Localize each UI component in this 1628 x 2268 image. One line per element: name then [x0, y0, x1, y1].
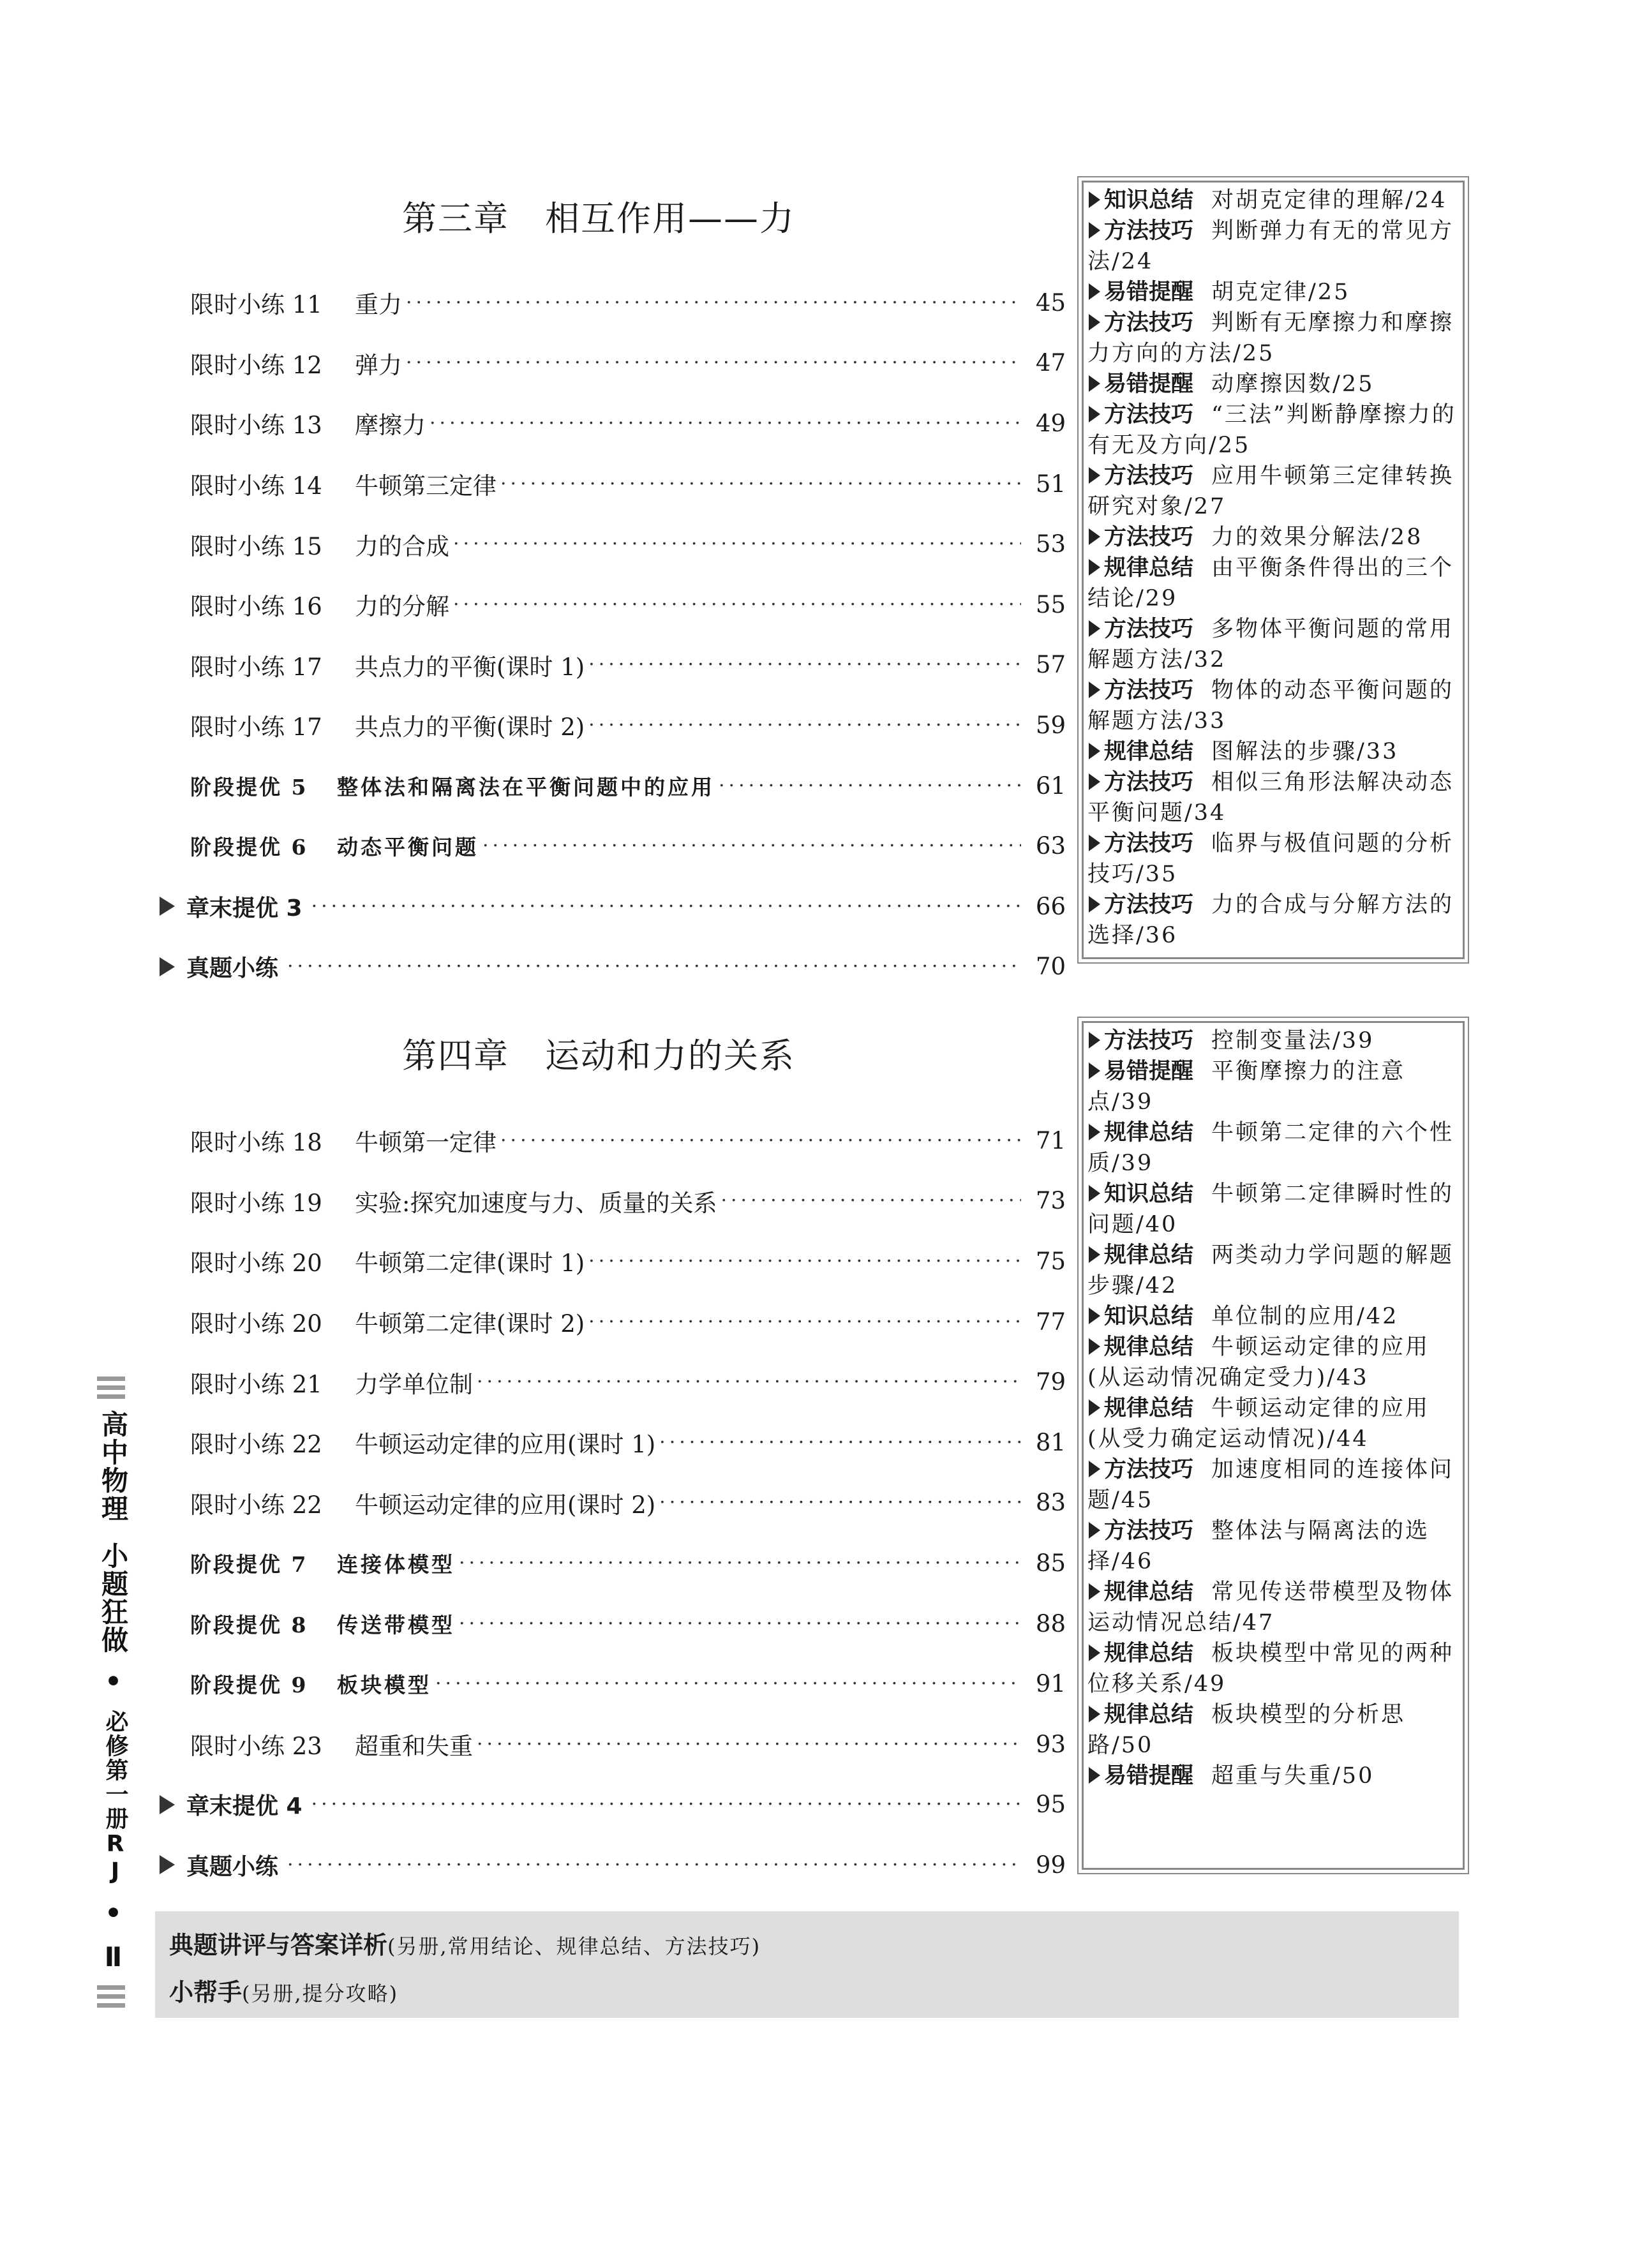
tip-entry[interactable]	[1087, 1761, 1459, 1791]
dot-leader	[719, 775, 1021, 797]
toc-entry-label: 章末提优 4	[186, 1793, 302, 1820]
toc-entry-page: 66	[1035, 892, 1066, 920]
tip-text: 多物体平衡问题的常用解题方法/32	[1087, 616, 1454, 673]
dot-leader	[500, 1130, 1021, 1152]
tip-entry[interactable]	[1087, 185, 1459, 216]
spine-bar	[97, 1385, 125, 1390]
dot-leader	[435, 1673, 1021, 1695]
toc-entry-label: 限时小练 22	[190, 1491, 322, 1519]
tip-text: 由平衡条件得出的三个结论/29	[1087, 555, 1454, 611]
tip-text: 动摩擦因数/25	[1211, 371, 1375, 397]
toc-entry-page: 45	[1035, 288, 1066, 317]
tip-text: 整体法与隔离法的选择/46	[1087, 1518, 1430, 1574]
tip-entry[interactable]	[1087, 1638, 1459, 1699]
toc-entry[interactable]	[153, 1835, 1066, 1895]
toc-entry-label: 限时小练 15	[190, 532, 322, 560]
tip-tag: 方法技巧	[1087, 218, 1193, 244]
toc-entry-label: 真题小练	[186, 955, 279, 982]
supplement-answer-line	[169, 1925, 761, 1960]
toc-entry[interactable]	[153, 937, 1066, 997]
tip-entry[interactable]	[1087, 1393, 1459, 1454]
toc-entry[interactable]	[153, 1110, 1066, 1171]
toc-entry[interactable]	[153, 876, 1066, 937]
toc-entry[interactable]	[153, 1171, 1066, 1232]
dot-leader	[311, 1793, 1021, 1816]
tip-entry[interactable]	[1087, 675, 1459, 736]
tip-tag: 方法技巧	[1087, 1518, 1193, 1544]
tip-text: 临界与极值问题的分析技巧/35	[1087, 831, 1454, 887]
tip-tag: 易错提醒	[1087, 1763, 1193, 1789]
tip-text: 图解法的步骤/33	[1211, 739, 1399, 765]
tip-entry[interactable]	[1087, 308, 1459, 369]
dot-leader	[477, 1371, 1021, 1393]
tip-entry[interactable]	[1087, 399, 1459, 461]
toc-entry-page: 53	[1035, 530, 1066, 558]
spine-label	[91, 1372, 131, 1978]
toc-entry-page: 79	[1035, 1368, 1066, 1396]
tip-text: 胡克定律/25	[1211, 280, 1350, 305]
dot-leader	[406, 352, 1021, 374]
tip-tag: 方法技巧	[1087, 892, 1193, 918]
supplement-helper-note: (另册,提分攻略)	[242, 1981, 399, 2006]
tip-tag: 方法技巧	[1087, 616, 1193, 642]
dot-leader	[287, 955, 1021, 978]
tip-text: 板块模型的分析思路/50	[1087, 1702, 1406, 1758]
supplement-note-panel	[155, 1911, 1459, 2018]
chapter3-title: 第三章 相互作用——力	[402, 198, 795, 239]
dot-leader	[311, 895, 1021, 918]
tip-entry[interactable]	[1087, 1699, 1459, 1761]
dot-leader	[406, 292, 1021, 314]
tip-entry[interactable]	[1087, 614, 1459, 675]
tip-entry[interactable]	[1087, 767, 1459, 828]
tip-entry[interactable]	[1087, 1516, 1459, 1577]
toc-entry-page: 81	[1035, 1428, 1066, 1456]
spine-dot: •	[98, 1897, 129, 1930]
tip-text: 单位制的应用/42	[1211, 1304, 1399, 1329]
toc-entry-title: 共点力的平衡(课时 2)	[355, 713, 585, 742]
tip-tag: 知识总结	[1087, 188, 1193, 213]
toc-entry-page: 85	[1035, 1549, 1066, 1577]
toc-entry[interactable]	[153, 1473, 1066, 1533]
toc-entry-title: 牛顿第一定律	[355, 1129, 497, 1157]
tip-entry[interactable]	[1087, 369, 1459, 399]
tip-text: 板块模型中常见的两种位移关系/49	[1087, 1641, 1454, 1697]
tip-entry[interactable]	[1087, 216, 1459, 277]
toc-entry-title: 力的合成	[355, 532, 449, 560]
tip-entry[interactable]	[1087, 736, 1459, 767]
toc-entry-title: 超重和失重	[355, 1733, 473, 1761]
spine-bar	[97, 1394, 125, 1399]
dot-leader	[477, 1733, 1021, 1756]
tip-text: “三法”判断静摩擦力的有无及方向/25	[1087, 402, 1456, 458]
toc-entry-title: 整体法和隔离法在平衡问题中的应用	[337, 774, 715, 800]
tip-tag: 知识总结	[1087, 1181, 1193, 1207]
toc-entry-page: 71	[1035, 1126, 1066, 1154]
spine-brand: 小题狂做	[98, 1542, 129, 1654]
spine-bar	[97, 1994, 125, 1999]
toc-entry-page: 77	[1035, 1308, 1066, 1336]
toc-entry-label: 阶段提优 7	[190, 1551, 308, 1577]
toc-entry-label: 章末提优 3	[186, 895, 302, 921]
dot-leader	[588, 653, 1021, 676]
spine-bar	[97, 1376, 125, 1381]
tip-entry[interactable]	[1087, 553, 1459, 614]
tip-text: 加速度相同的连接体问题/45	[1087, 1457, 1454, 1513]
toc-entry-title: 牛顿第二定律(课时 2)	[355, 1310, 585, 1338]
toc-entry-label: 限时小练 17	[190, 653, 322, 681]
toc-entry-page: 61	[1035, 772, 1066, 800]
toc-entry[interactable]	[153, 514, 1066, 574]
toc-entry[interactable]	[153, 635, 1066, 696]
dot-leader	[721, 1190, 1021, 1212]
dot-leader	[588, 1250, 1021, 1272]
tip-tag: 规律总结	[1087, 1334, 1193, 1360]
tip-tag: 方法技巧	[1087, 525, 1193, 550]
toc-entry-page: 91	[1035, 1670, 1066, 1698]
dot-leader	[659, 1431, 1021, 1454]
toc-entry-title: 牛顿第三定律	[355, 472, 497, 500]
tip-entry[interactable]	[1087, 1056, 1459, 1117]
spine-page-number: Ⅱ	[98, 1941, 129, 1974]
toc-entry[interactable]	[153, 272, 1066, 333]
tip-tag: 方法技巧	[1087, 1457, 1193, 1482]
tip-text: 常见传送带模型及物体运动情况总结/47	[1087, 1579, 1454, 1636]
chapter3-tips-box	[1082, 181, 1465, 959]
toc-entry[interactable]	[153, 1775, 1066, 1835]
toc-entry-page: 73	[1035, 1187, 1066, 1215]
toc-entry-label: 限时小练 23	[190, 1733, 322, 1761]
tip-tag: 规律总结	[1087, 1396, 1193, 1421]
toc-entry-page: 55	[1035, 590, 1066, 618]
tip-entry[interactable]	[1087, 1026, 1459, 1056]
tip-text: 判断有无摩擦力和摩擦力方向的方法/25	[1087, 310, 1454, 366]
toc-entry-page: 57	[1035, 651, 1066, 679]
dot-leader	[453, 593, 1021, 616]
tip-tag: 知识总结	[1087, 1304, 1193, 1329]
toc-entry[interactable]	[153, 816, 1066, 876]
tip-entry[interactable]	[1087, 1179, 1459, 1240]
tip-text: 两类动力学问题的解题步骤/42	[1087, 1242, 1454, 1299]
toc-entry[interactable]	[153, 1593, 1066, 1654]
toc-entry-page: 63	[1035, 832, 1066, 860]
toc-entry-title: 实验:探究加速度与力、质量的关系	[355, 1189, 717, 1217]
toc-entry-title: 力学单位制	[355, 1370, 473, 1398]
supplement-answer-title: 典题讲评与答案详析	[169, 1931, 388, 1959]
toc-entry-label: 阶段提优 6	[190, 835, 308, 860]
tip-text: 牛顿第二定律的六个性质/39	[1087, 1120, 1454, 1176]
toc-entry-page: 88	[1035, 1609, 1066, 1638]
toc-entry-page: 99	[1035, 1851, 1066, 1879]
supplement-answer-note: (另册,常用结论、规律总结、方法技巧)	[387, 1934, 761, 1958]
tip-text: 应用牛顿第三定律转换研究对象/27	[1087, 463, 1454, 519]
tip-tag: 易错提醒	[1087, 280, 1193, 305]
tip-text: 力的效果分解法/28	[1211, 525, 1423, 550]
toc-entry-label: 限时小练 21	[190, 1370, 322, 1398]
toc-entry[interactable]	[153, 1533, 1066, 1593]
spine-dot: •	[98, 1666, 129, 1698]
tip-tag: 方法技巧	[1087, 310, 1193, 336]
tip-entry[interactable]	[1087, 890, 1459, 951]
chapter3-toc	[153, 272, 1066, 997]
tip-text: 对胡克定律的理解/24	[1211, 188, 1447, 213]
toc-entry[interactable]	[153, 1412, 1066, 1473]
toc-entry-label: 阶段提优 9	[190, 1673, 308, 1698]
toc-entry-label: 真题小练	[186, 1853, 279, 1880]
toc-entry-page: 95	[1035, 1791, 1066, 1819]
tip-entry[interactable]	[1087, 1301, 1459, 1332]
tip-text: 牛顿第二定律瞬时性的问题/40	[1087, 1181, 1454, 1237]
toc-entry[interactable]	[153, 1231, 1066, 1292]
triangle-bullet-icon	[160, 957, 175, 976]
toc-entry-page: 75	[1035, 1247, 1066, 1275]
toc-entry-page: 51	[1035, 470, 1066, 498]
tip-tag: 规律总结	[1087, 1641, 1193, 1666]
tip-tag: 规律总结	[1087, 1579, 1193, 1605]
dot-leader	[659, 1491, 1021, 1514]
toc-entry-title: 连接体模型	[337, 1551, 455, 1577]
tip-text: 牛顿运动定律的应用(从运动情况确定受力)/43	[1087, 1334, 1430, 1391]
toc-entry-label: 限时小练 22	[190, 1431, 322, 1459]
tip-tag: 方法技巧	[1087, 831, 1193, 856]
toc-entry-title: 弹力	[355, 351, 402, 379]
toc-entry-label: 限时小练 18	[190, 1129, 322, 1157]
toc-entry[interactable]	[153, 454, 1066, 514]
toc-entry-title: 力的分解	[355, 593, 449, 621]
toc-entry-title: 重力	[355, 291, 402, 319]
tip-entry[interactable]	[1087, 277, 1459, 308]
toc-entry-label: 限时小练 11	[190, 291, 322, 319]
spine-bar	[97, 1985, 125, 1990]
tip-tag: 规律总结	[1087, 739, 1193, 765]
triangle-bullet-icon	[160, 1795, 175, 1814]
spine-bar	[97, 2003, 125, 2008]
toc-entry-title: 牛顿运动定律的应用(课时 2)	[355, 1491, 656, 1519]
toc-entry-page: 49	[1035, 409, 1066, 437]
tip-entry[interactable]	[1087, 1240, 1459, 1301]
toc-entry-page: 59	[1035, 711, 1066, 739]
tip-tag: 方法技巧	[1087, 770, 1193, 795]
toc-entry-label: 阶段提优 8	[190, 1612, 308, 1638]
chapter4-title: 第四章 运动和力的关系	[402, 1036, 795, 1076]
toc-entry-label: 限时小练 12	[190, 351, 322, 379]
dot-leader	[588, 1311, 1021, 1333]
dot-leader	[459, 1552, 1021, 1574]
tip-entry[interactable]	[1087, 1117, 1459, 1179]
toc-entry-title: 动态平衡问题	[337, 835, 479, 860]
tip-tag: 易错提醒	[1087, 1059, 1193, 1084]
toc-entry-label: 限时小练 20	[190, 1250, 322, 1278]
dot-leader	[482, 835, 1021, 857]
dot-leader	[287, 1854, 1021, 1876]
tip-entry[interactable]	[1087, 1332, 1459, 1393]
dot-leader	[429, 412, 1021, 435]
tip-text: 平衡摩擦力的注意点/39	[1087, 1059, 1406, 1115]
tip-entry[interactable]	[1087, 522, 1459, 553]
tip-tag: 规律总结	[1087, 1242, 1193, 1268]
tip-entry[interactable]	[1087, 828, 1459, 890]
tip-tag: 易错提醒	[1087, 371, 1193, 397]
toc-entry-title: 共点力的平衡(课时 1)	[355, 653, 585, 681]
toc-entry-title: 牛顿运动定律的应用(课时 1)	[355, 1431, 656, 1459]
supplement-helper-title: 小帮手	[169, 1978, 243, 2006]
toc-entry[interactable]	[153, 756, 1066, 816]
toc-entry-title: 板块模型	[337, 1673, 431, 1698]
toc-entry-label: 限时小练 14	[190, 472, 322, 500]
toc-entry-label: 限时小练 19	[190, 1189, 322, 1217]
toc-entry-title: 摩擦力	[355, 412, 426, 440]
toc-entry[interactable]	[153, 1292, 1066, 1352]
tip-entry[interactable]	[1087, 1454, 1459, 1516]
tip-text: 判断弹力有无的常见方法/24	[1087, 218, 1454, 274]
tip-tag: 规律总结	[1087, 1702, 1193, 1727]
triangle-bullet-icon	[160, 1855, 175, 1874]
tip-text: 控制变量法/39	[1211, 1028, 1375, 1054]
toc-entry-page: 93	[1035, 1730, 1066, 1758]
tip-entry[interactable]	[1087, 1577, 1459, 1638]
toc-entry-label: 限时小练 20	[190, 1310, 322, 1338]
toc-entry[interactable]	[153, 333, 1066, 394]
toc-entry-label: 限时小练 13	[190, 412, 322, 440]
tip-tag: 规律总结	[1087, 555, 1193, 581]
toc-entry-page: 47	[1035, 349, 1066, 377]
tip-text: 物体的动态平衡问题的解题方法/33	[1087, 678, 1454, 734]
tip-text: 相似三角形法解决动态平衡问题/34	[1087, 770, 1454, 826]
tip-tag: 方法技巧	[1087, 1028, 1193, 1054]
tip-text: 超重与失重/50	[1211, 1763, 1375, 1789]
tip-tag: 方法技巧	[1087, 402, 1193, 428]
tip-tag: 规律总结	[1087, 1120, 1193, 1145]
tip-tag: 方法技巧	[1087, 678, 1193, 703]
chapter4-toc	[153, 1110, 1066, 1895]
toc-entry[interactable]	[153, 1352, 1066, 1412]
supplement-helper-line	[169, 1973, 398, 2008]
dot-leader	[500, 473, 1021, 495]
toc-entry-page: 70	[1035, 953, 1066, 981]
tip-entry[interactable]	[1087, 461, 1459, 522]
toc-entry-label: 限时小练 16	[190, 593, 322, 621]
toc-entry-page: 83	[1035, 1489, 1066, 1517]
toc-entry[interactable]	[153, 695, 1066, 756]
toc-entry[interactable]	[153, 1653, 1066, 1714]
spine-volume: 必修第一册RJ	[102, 1710, 128, 1886]
toc-entry-label: 限时小练 17	[190, 713, 322, 742]
chapter4-tips-box	[1082, 1021, 1465, 1870]
tip-text: 力的合成与分解方法的选择/36	[1087, 892, 1454, 948]
toc-entry[interactable]	[153, 393, 1066, 454]
toc-entry-title: 牛顿第二定律(课时 1)	[355, 1250, 585, 1278]
tip-tag: 方法技巧	[1087, 463, 1193, 489]
toc-entry[interactable]	[153, 574, 1066, 635]
toc-entry-label: 阶段提优 5	[190, 774, 308, 800]
tip-text: 牛顿运动定律的应用(从受力确定运动情况)/44	[1087, 1396, 1430, 1452]
toc-entry[interactable]	[153, 1714, 1066, 1775]
spine-series: 高中物理	[98, 1410, 129, 1523]
dot-leader	[459, 1613, 1021, 1635]
triangle-bullet-icon	[160, 897, 175, 916]
dot-leader	[453, 533, 1021, 555]
toc-entry-title: 传送带模型	[337, 1612, 455, 1638]
dot-leader	[588, 714, 1021, 736]
